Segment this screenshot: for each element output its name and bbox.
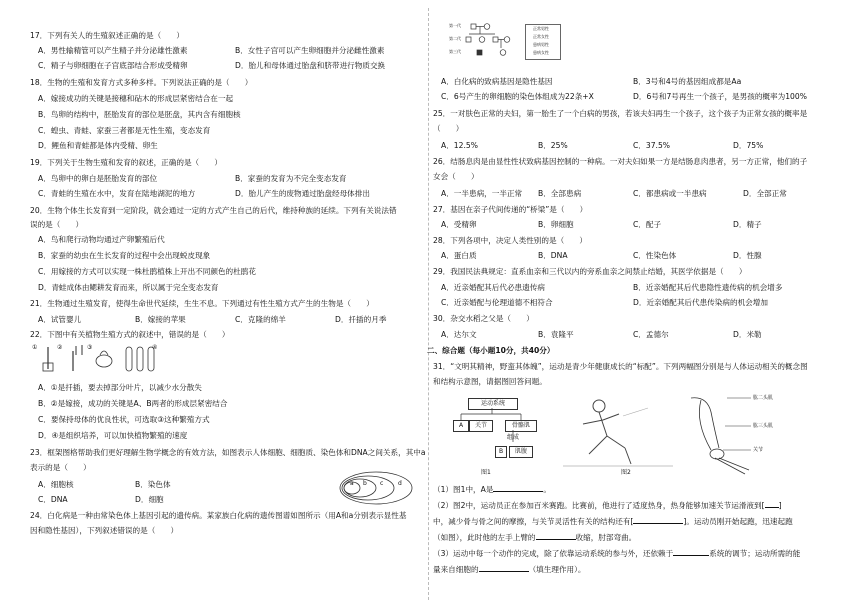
q26-option-d: D．全部正常 <box>743 189 787 198</box>
q31-part1-text: （1）图1中，A是 <box>433 485 494 494</box>
answer-blank-5[interactable] <box>673 555 709 556</box>
q26-option-a: A．一半患病，一半正常 <box>441 189 523 198</box>
q31-part2-text-c: ]。运动员刚开始起跑，迅速起跑 <box>683 517 793 526</box>
q23-option-d: D．细胞 <box>135 495 164 504</box>
q19-stem: 19．下列关于生物生殖和发育的叙述，正确的是（ ） <box>30 158 222 167</box>
q27-option-b: B．卵细胞 <box>538 220 574 229</box>
q30-option-d: D．米勒 <box>733 330 762 339</box>
q20-option-d: D．青蛙成体由鳃耕发育而来，所以属于完全变态发育 <box>38 283 219 292</box>
q31-part2-text-e: 收缩，肘部弯曲。 <box>575 533 637 542</box>
fig-label-4: ④ <box>152 344 158 351</box>
fig1-label-comp: 组成 <box>507 434 520 441</box>
answer-blank-6[interactable] <box>479 571 529 572</box>
q18-option-c: C．蝗虫、青蛙、家蚕三者都是无性生殖，变态发育 <box>38 126 211 135</box>
q19-option-b: B．家蚕的发育为不完全变态发育 <box>235 174 347 183</box>
q17-option-d: D．胎儿和母体通过胎盘和脐带进行物质交换 <box>235 61 386 70</box>
q31-part3-text-d: （填生理作用）。 <box>528 565 586 574</box>
fig1-box-a: A <box>453 420 469 432</box>
q31-stem: 31．“文明其精神，野蛮其体魄”，运动是青少年健康成长的“标配”。下列两幅图分别是与人体运动相关的概念图 <box>433 362 808 371</box>
q23-option-b: B．染色体 <box>135 480 171 489</box>
fig-label-3: ③ <box>87 344 93 351</box>
q31-part3-text: （3）运动中每一个动作的完成，除了依靠运动系统的参与外，还依赖于 <box>433 549 674 558</box>
q27-option-a: A．受精卵 <box>441 220 477 229</box>
gen-label-3: 第三代 <box>449 49 461 54</box>
fig2-caption: 图2 <box>621 469 631 476</box>
q22-option-c: C．要保持母体的优良性状，可选取③这种繁殖方式 <box>38 415 210 424</box>
q20-stem-cont: 误的是（ ） <box>30 220 84 229</box>
q18-option-d: D．鲤鱼和青蛙都是体内受精、卵生 <box>38 141 158 150</box>
fig1-box-b: B <box>495 446 507 458</box>
answer-blank-2[interactable] <box>765 507 779 508</box>
q31-part2: （2）图2中，运动员正在参加百米赛跑。比赛前，他进行了适度热身，热身能够加速关节运滑液到[ ] <box>433 501 782 510</box>
ring-label-a: a <box>350 480 354 487</box>
q31-part2-text-b: 中，减少骨与骨之间的摩擦，与关节灵活性有关的结构还有[ <box>433 517 634 526</box>
legend-normal-male: 正常男性 <box>533 26 549 31</box>
q21-option-b: B．嫁接的苹果 <box>135 315 186 324</box>
legend-normal-female: 正常女性 <box>533 34 549 39</box>
q20-stem: 20．生物个体生长发育到一定阶段，就会通过一定的方式产生自己的后代，维持种族的延续。下列有关说法错 <box>30 206 397 215</box>
q23-option-c: C．DNA <box>38 495 68 504</box>
q25-option-d: D．75% <box>733 141 764 150</box>
ring-label-d: d <box>398 480 402 487</box>
q30-stem: 30．杂交水稻之父是（ ） <box>433 314 534 323</box>
q18-option-b: B．鸟卵的结构中，胚胎发育的部位是胚盘，其内含有细胞核 <box>38 110 241 119</box>
fig-label-1: ① <box>32 344 38 351</box>
ring-label-c: c <box>380 480 384 487</box>
fig1-top-box: 运动系统 <box>468 398 518 410</box>
q31-part3-text-b: 系统的调节；运动所需的能 <box>709 549 801 558</box>
q24-option-b: B．3号和4号的基因组成都是Aa <box>633 77 742 86</box>
q29-stem: 29．我国民法典规定：直系血亲和三代以内的旁系血亲之间禁止结婚，其医学依据是（ ） <box>433 267 747 276</box>
fig1-box-joint: 关节 <box>469 420 493 432</box>
q30-option-c: C．孟德尔 <box>633 330 669 339</box>
q28-stem: 28．下列各项中，决定人类性别的是（ ） <box>433 236 587 245</box>
q24-stem-cont: 因和隐性基因），下列叙述错误的是（ ） <box>30 526 179 535</box>
q31-part2-cont2 <box>433 534 636 542</box>
fig-label-2: ② <box>57 344 63 351</box>
fig1-box-muscle: 肌腹 <box>509 446 533 458</box>
q17-stem: 17．下列有关人的生殖叙述正确的是（ ） <box>30 31 184 40</box>
q27-stem: 27．基因在亲子代间传递的“桥梁”是（ ） <box>433 205 588 214</box>
q23-stem: 23．框架图格帮助我们更好理解生物学概念的有效方法，如图表示人体细胞、细胞质、染色体和DNA之间关系，其中a <box>30 448 426 457</box>
concept-ring-diagram <box>338 470 414 506</box>
q20-option-b: B．家蚕的幼虫在生长发育的过程中会出现蜕皮现象 <box>38 251 211 260</box>
q21-option-d: D．扦插的月季 <box>335 315 387 324</box>
q20-option-c: C．用嫁接的方式可以实现一株杜鹃植株上开出不同颜色的杜鹃花 <box>38 267 256 276</box>
q21-stem: 21．生物通过生殖发育，使得生命世代延续，生生不息。下列通过有性生殖方式产生的生物是（ ） <box>30 299 374 308</box>
q30-option-b: B．袁隆平 <box>538 330 574 339</box>
answer-blank-4[interactable] <box>536 539 576 540</box>
section-heading: 二、综合题（每小题10分，共40分） <box>427 346 555 355</box>
q25-option-b: B．25% <box>538 141 568 150</box>
q18-option-a: A．嫁接成功的关键是接穗和砧木的形成层紧密结合在一起 <box>38 94 234 103</box>
q28-option-b: B．DNA <box>538 251 568 260</box>
q24-option-a: A．白化病的致病基因是隐性基因 <box>441 77 553 86</box>
fig1-box-bone: 骨骼肌 <box>505 420 537 432</box>
fig1-caption: 图1 <box>481 469 491 476</box>
q17-option-b: B．女性子宫可以产生卵细胞并分泌雌性激素 <box>235 46 385 55</box>
q23-option-a: A．细胞核 <box>38 480 74 489</box>
q25-option-c: C．37.5% <box>633 141 671 150</box>
q17-option-c: C．精子与卵细胞在子宫底部结合形成受精卵 <box>38 61 188 70</box>
gen-label-2: 第二代 <box>449 36 461 41</box>
q26-stem: 26．结肠息肉是由显性性状致病基因控制的一种病。一对夫妇如果一方是结肠息肉患者，另一方正常，他们的子 <box>433 157 808 166</box>
q31-stem-cont: 和结构示意图，请据图回答问题。 <box>433 377 547 386</box>
q24-stem: 24．白化病是一种由常染色体上基因引起的遗传病。某家族白化病的遗传图谱如图所示（用A和a分别表示显性基 <box>30 511 407 520</box>
q21-option-a: A．试管婴儿 <box>38 315 82 324</box>
fig2-label-triceps: 肱三头肌 <box>753 423 774 429</box>
q30-option-a: A．达尔文 <box>441 330 477 339</box>
q27-option-c: C．配子 <box>633 220 662 229</box>
q29-option-a: A．近亲婚配其后代必患遗传病 <box>441 283 545 292</box>
q29-option-d: D．近亲婚配其后代患传染病的机会增加 <box>633 298 768 307</box>
q25-stem: 25．一对肤色正常的夫妇，第一胎生了一个白病的男孩，若该夫妇再生一个孩子，这个孩子为正常女孩的概率是 <box>433 109 808 118</box>
legend-affected-male: 患病男性 <box>533 42 549 47</box>
q28-option-d: D．性腺 <box>733 251 762 260</box>
q24-option-c: C．6号产生的卵细胞的染色体组成为22条+X <box>441 92 594 101</box>
q29-option-c: C．近亲婚配与伦理道德不相符合 <box>441 298 553 307</box>
q22-stem: 22．下图中有关植物生殖方式的叙述中，错误的是（ ） <box>30 330 230 339</box>
q19-option-a: A．鸟卵中的卵白是胚胎发育的部位 <box>38 174 158 183</box>
q31-part3-text-c: 量来自细胞的 <box>433 565 479 574</box>
q26-option-b: B．全部患病 <box>538 189 582 198</box>
answer-blank-1[interactable] <box>493 491 543 492</box>
q18-stem: 18．生物的生殖和发育方式多种多样。下列说法正确的是（ ） <box>30 78 253 87</box>
q25-option-a: A．12.5% <box>441 141 478 150</box>
q26-stem-cont: 女会（ ） <box>433 172 479 181</box>
q26-option-c: C．都患病或一半患病 <box>633 189 707 198</box>
q29-option-b: B．近亲婚配其后代患隐性遗传病的机会增多 <box>633 283 783 292</box>
q25-stem-cont: （ ） <box>433 124 464 133</box>
q20-option-a: A．鸟和爬行动物均通过产卵繁殖后代 <box>38 235 165 244</box>
ring-label-b: b <box>363 480 367 487</box>
column-divider <box>428 8 430 600</box>
fig2-label-biceps: 肱二头肌 <box>753 395 774 401</box>
q31-part3-cont <box>433 566 586 574</box>
q19-option-c: C．青蛙的生殖在水中，发育在陆地湖泥的地方 <box>38 189 196 198</box>
q31-part1: （1）图1中，A是 。 <box>433 485 552 494</box>
q19-option-d: D．胎儿产生的废物通过胎盘经母体排出 <box>235 189 370 198</box>
q31-part2-cont <box>433 518 793 526</box>
q28-option-c: C．性染色体 <box>633 251 677 260</box>
answer-blank-3[interactable] <box>633 523 683 524</box>
legend-affected-female: 患病女性 <box>533 50 549 55</box>
fig2-label-joint: 关节 <box>753 447 764 453</box>
q23-stem-cont: 表示的是（ ） <box>30 463 91 472</box>
q24-option-d: D．6号和7号再生一个孩子，是男孩的概率为100% <box>633 92 807 101</box>
q21-option-c: C．克隆的绵羊 <box>235 315 286 324</box>
q27-option-d: D．精子 <box>733 220 762 229</box>
q28-option-a: A．蛋白质 <box>441 251 477 260</box>
q22-option-a: A．①是扦插，要去掉部分叶片，以减少水分散失 <box>38 383 202 392</box>
gen-label-1: 第一代 <box>449 23 461 28</box>
q31-part3 <box>433 550 800 558</box>
q22-option-d: D．④是组织培养，可以加快植物繁殖的速度 <box>38 431 188 440</box>
q31-part2-text: （2）图2中，运动员正在参加百米赛跑。比赛前，他进行了适度热身，热身能够加速关节运滑液到[ <box>433 501 765 510</box>
fig2-arm-diagram <box>671 392 774 476</box>
q22-option-b: B．②是嫁接，成功的关键是A、B两者的形成层紧密结合 <box>38 399 228 408</box>
q31-part2-text-d: （如图），此时他的左手上臂的 <box>433 533 536 542</box>
q17-option-a: A．男性输精管可以产生精子并分泌雄性激素 <box>38 46 188 55</box>
